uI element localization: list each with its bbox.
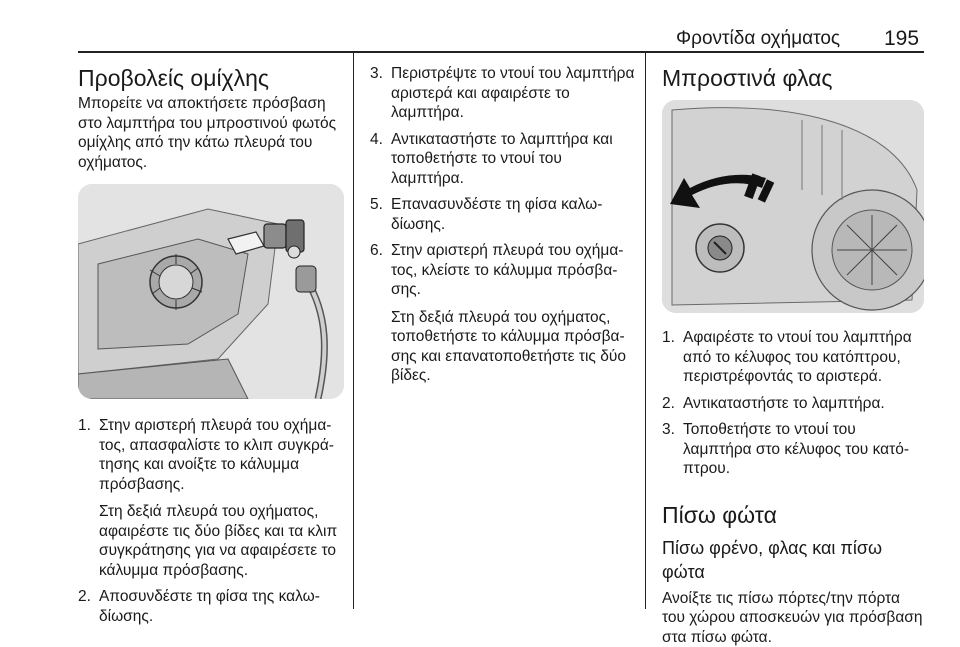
page-number: 195 bbox=[884, 27, 919, 51]
list-item bbox=[370, 130, 638, 189]
step-number: 2. bbox=[78, 587, 91, 607]
step-note: Στη δεξιά πλευρά του οχήματος, τοποθετήστε το κάλυμμα πρόσβασης και επανατοποθετήστε τις δύο βίδες. bbox=[391, 308, 638, 386]
column-1 bbox=[78, 64, 344, 626]
header-rule bbox=[78, 51, 924, 53]
step-number: 5. bbox=[370, 195, 383, 215]
fog-lights-intro: Μπορείτε να αποκτήσετε πρόσβαση στο λαμπτήρα του μπροστινού φωτός ομίχλης από την κάτω πλευρά του οχήματος. bbox=[78, 94, 344, 172]
step-text: Αποσυνδέστε τη φίσα της καλωδίωσης. bbox=[99, 587, 344, 626]
front-indicator-illustration bbox=[662, 100, 924, 313]
list-item bbox=[370, 64, 638, 123]
section-heading-fog-lights: Προβολείς ομίχλης bbox=[78, 64, 344, 92]
column-divider-2 bbox=[645, 51, 646, 609]
column-3 bbox=[662, 64, 924, 647]
list-item bbox=[78, 416, 344, 580]
step-number: 2. bbox=[662, 394, 675, 414]
step-number: 4. bbox=[370, 130, 383, 150]
step-text: Τοποθετήστε το ντουί του λαμπτήρα στο κέλυφος του κατόπτρου. bbox=[683, 420, 924, 479]
list-item bbox=[662, 328, 924, 387]
list-item bbox=[78, 587, 344, 626]
fog-light-steps-continued bbox=[370, 64, 638, 386]
step-number: 3. bbox=[370, 64, 383, 84]
list-item bbox=[662, 394, 924, 414]
section-heading-front-indicators: Μπροστινά φλας bbox=[662, 64, 924, 92]
fog-light-bulb-illustration bbox=[78, 184, 344, 399]
step-text: Στην αριστερή πλευρά του οχήματος, απασφαλίστε το κλιπ συγκράτησης και ανοίξτε το κάλυμμα πρόσβασης. bbox=[99, 416, 344, 494]
step-number: 3. bbox=[662, 420, 675, 440]
step-text: Αντικαταστήστε το λαμπτήρα και τοποθετήστε το ντουί του λαμπτήρα. bbox=[391, 130, 638, 189]
step-number: 6. bbox=[370, 241, 383, 261]
list-item bbox=[370, 195, 638, 234]
column-divider-1 bbox=[353, 51, 354, 609]
step-text: Περιστρέψτε το ντουί του λαμπτήρα αριστερά και αφαιρέστε το λαμπτήρα. bbox=[391, 64, 638, 123]
column-2 bbox=[370, 64, 638, 386]
subheading-rear-brake-indicator: Πίσω φρένο, φλας και πίσω φώτα bbox=[662, 536, 924, 584]
step-text: Αντικαταστήστε το λαμπτήρα. bbox=[683, 394, 924, 414]
running-header-title: Φροντίδα οχήματος bbox=[676, 28, 840, 50]
step-text: Επανασυνδέστε τη φίσα καλωδίωσης. bbox=[391, 195, 638, 234]
rear-lights-intro: Ανοίξτε τις πίσω πόρτες/την πόρτα του χώρου αποσκευών για πρόσβαση στα πίσω φώτα. bbox=[662, 589, 924, 647]
list-item bbox=[662, 420, 924, 479]
section-heading-rear-lights: Πίσω φώτα bbox=[662, 501, 924, 529]
step-text: Αφαιρέστε το ντουί του λαμπτήρα από το κέλυφος του κατόπτρου, περιστρέφοντάς το αριστερά. bbox=[683, 328, 924, 387]
fog-light-steps bbox=[78, 416, 344, 626]
step-text: Στην αριστερή πλευρά του οχήματος, κλείστε το κάλυμμα πρόσβασης. bbox=[391, 241, 638, 300]
step-note: Στη δεξιά πλευρά του οχήματος, αφαιρέστε τις δύο βίδες και τα κλιπ συγκράτησης για να αφαιρέσετε το κάλυμμα πρόσβασης. bbox=[99, 502, 344, 580]
list-item bbox=[370, 241, 638, 386]
indicator-steps bbox=[662, 328, 924, 479]
step-number: 1. bbox=[662, 328, 675, 348]
step-number: 1. bbox=[78, 416, 91, 436]
